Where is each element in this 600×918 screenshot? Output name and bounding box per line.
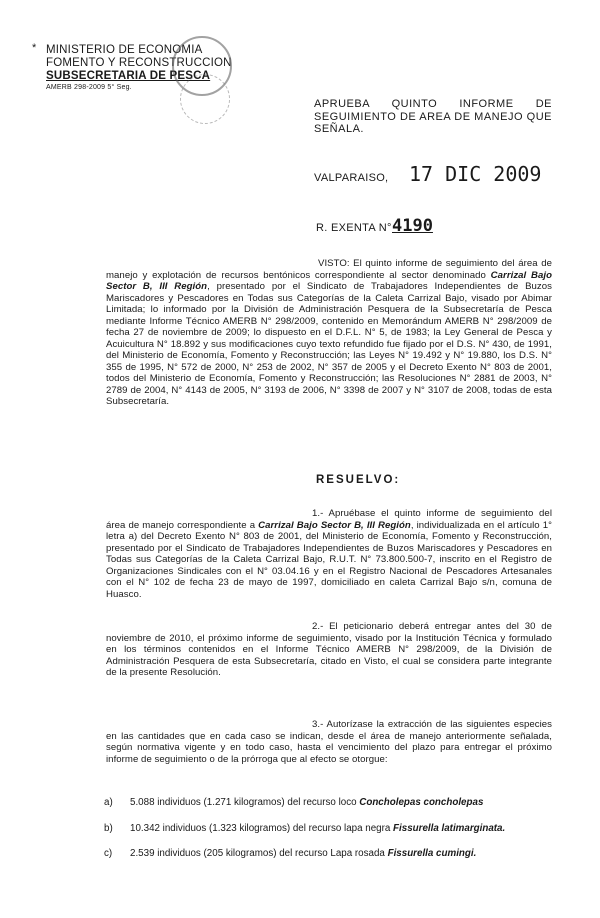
subsecretaria-line: SUBSECRETARIA DE PESCA: [46, 70, 211, 82]
list-item-species: Fissurella cumingi.: [387, 848, 477, 859]
article-1-text-1: 1.- Apruébase el quinto informe de seguimiento del área de manejo correspondiente a: [106, 508, 552, 531]
date-stamp: 17 DIC 2009: [409, 162, 542, 186]
list-item-species: Fissurella latimarginata.: [393, 823, 506, 834]
ministry-line-2: FOMENTO Y RECONSTRUCCION: [46, 57, 232, 69]
visto-text-1: El quinto informe de seguimiento del área de manejo y explotación de recursos bentónicos correspondiente al sector denominado: [106, 258, 552, 281]
official-seal-stamp-2: [180, 74, 230, 124]
article-1: [106, 508, 552, 600]
resolution-label: R. EXENTA N°: [316, 222, 392, 234]
header-bullet: *: [32, 42, 37, 54]
list-item-text: 2.539 individuos (205 kilogramos) del recurso Lapa rosada: [130, 848, 388, 859]
article-3: [106, 719, 552, 765]
article-1-text-2: , individualizada en el artículo 1° letra a) del Decreto Exento N° 803 de 2001, del Ministerio de Economía, Fomento y Reconstrucción, presentado por el Sindicato de Trabajadores Independientes de Buzos Mariscadores y Pescadores en Todas sus Categorías de la Caleta Carrizal Bajo, R.U.T. N° 73.800.500-7, inscrito en el Registro de Organizaciones Sindicales con el N° 03.04.16 y en el Registro Nacional de Pescadores Artesanales con el N° 102 de fecha 23 de mayo de 1997, domiciliado en caleta Carrizal Bajo s/n, comuna de Huasco.: [106, 519, 552, 600]
visto-text-2: , presentado por el Sindicato de Trabajadores Independientes de Buzos Mariscadores y Pescadores en Todas sus Categorías de la Caleta Carrizal Bajo, visado por Abimar Limitada; lo informado por la División de Administración Pesquera de la Subsecretaría de Pesca mediante Informe Técnico AMERB N° 298/2009, contenido en Memorándum AMERB N° 298/2009 de fecha 27 de noviembre de 2009; lo dispuesto en el D.F.L. N° 5, de 1983; la Ley General de Pesca y Acuicultura N° 18.892 y sus modificaciones cuyo texto refundido fue fijado por el D.S. N° 430, de 1991, del Ministerio de Economía, Fomento y Reconstrucción; las Leyes N° 19.492 y N° 19.880, los D.S. N° 355 de 1995, N° 572 de 2000, N° 253 de 2002, N° 357 de 2005 y el Decreto Exento N° 803 de 2001, todos del Ministerio de Economía, Fomento y Reconstrucción; las Resoluciones N° 2881 de 2003, N° 2789 de 2004, N° 4143 de 2005, N° 3193 de 2006, N° 3398 de 2007 y N° 3107 de 2008, todas de esta Subsecretaría.: [106, 281, 552, 407]
article-3-text: 3.- Autorízase la extracción de las siguientes especies en las cantidades que en cada caso se indican, desde el área de manejo anteriormente señalada, según normativa vigente y en todo caso, hasta el vencimiento del plazo para entregar el próximo informe de seguimiento o de la prórroga que al efecto se otorgue:: [106, 719, 552, 765]
visto-sector: Carrizal Bajo Sector B, III Región: [106, 269, 552, 292]
list-item-text: 5.088 individuos (1.271 kilogramos) del recurso loco: [130, 797, 360, 808]
article-2-text: 2.- El peticionario deberá entregar antes del 30 de noviembre de 2010, el próximo informe de seguimiento, visado por la Institución Técnica y formulado en los términos contenidos en el Informe Técnico AMERB N° 298/2009, de la División de Administración Pesquera de esta Subsecretaría, citado en Visto, el cual se considera parte integrante de la presente Resolución.: [106, 621, 552, 678]
visto-paragraph: [106, 258, 552, 408]
list-item-species: Concholepas concholepas: [359, 797, 484, 808]
resuelvo-heading: RESUELVO:: [316, 474, 401, 486]
place-label: VALPARAISO,: [314, 172, 389, 184]
list-item-label: c): [104, 848, 113, 859]
list-item: [104, 823, 554, 835]
list-item: [104, 848, 554, 860]
list-item-label: a): [104, 797, 113, 808]
resolution-number: 4190: [392, 216, 433, 236]
visto-lead: VISTO:: [318, 258, 350, 269]
article-1-sector: Carrizal Bajo Sector B, III Región: [258, 519, 411, 531]
list-item: [104, 797, 554, 809]
article-2: [106, 621, 552, 679]
list-item-text: 10.342 individuos (1.323 kilogramos) del recurso lapa negra: [130, 823, 394, 834]
list-item-label: b): [104, 823, 113, 834]
document-title: APRUEBA QUINTO INFORME DE SEGUIMIENTO DE AREA DE MANEJO QUE SEÑALA.: [314, 98, 552, 135]
ministry-line: MINISTERIO DE ECONOMIA: [46, 44, 203, 56]
amerb-reference: AMERB 298-2009 5° Seg.: [46, 84, 132, 91]
